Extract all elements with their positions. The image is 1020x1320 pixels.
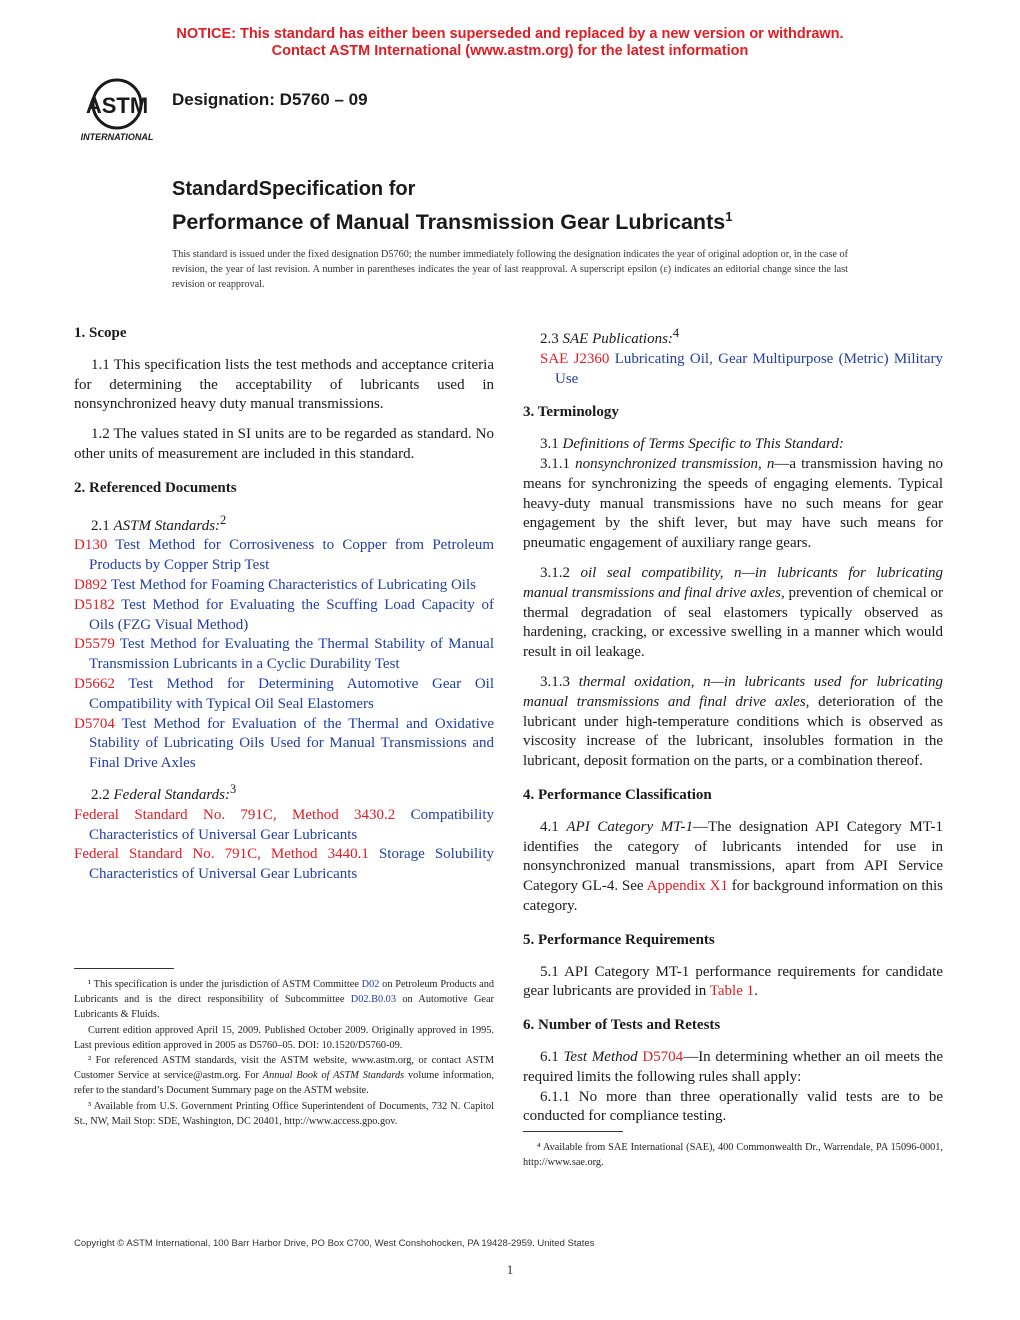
scope-paragraph-2: 1.2 The values stated in SI units are to be regarded as standard. No other units of measurement are included in this standard. — [74, 426, 494, 462]
ref-item-d5182[interactable]: D5182 Test Method for Evaluating the Scuffing Load Capacity of Oils (FZG Visual Method) — [74, 596, 494, 633]
ref-item-fed-3440[interactable]: Federal Standard No. 791C, Method 3440.1 Storage Solubility Characteristics of Universal Gear Lubricants — [74, 846, 494, 883]
section-heading-performance-classification: 4. Performance Classification — [523, 786, 712, 803]
logo-text: ASTM — [85, 93, 149, 118]
footnote-1-edition: Current edition approved April 15, 2009. Published October 2009. Originally approved in 1995. Last previous edition approved in 2005 as D5760–05. DOI: 10.1520/D5760-09. — [74, 1024, 494, 1051]
footnote-1: ¹ This specification is under the jurisdiction of ASTM Committee D02 on Petroleum Products and Lubricants and is the direct responsibility of Subcommittee D02.B0.03 on Automotive Gear Lubricants & Fluids. — [74, 979, 495, 1021]
terminology-3-1-3: 3.1.3 thermal oxidation, n—in lubricants used for lubricating manual transmissions and final drive axles, deterioration of the lubricant under high-temperature conditions which is observed as viscosity increase of the lubricant, insolubles formation in the lubricant, deposit formation on the parts, or a combination thereof. — [523, 673, 943, 770]
ref-code: D892 — [74, 576, 108, 593]
ref-item-d892[interactable]: D892 Test Method for Foaming Characteristics of Lubricating Oils — [74, 576, 476, 593]
ref-item-sae-j2360[interactable]: SAE J2360 Lubricating Oil, Gear Multipurpose (Metric) Military Use — [540, 350, 943, 387]
terminology-3-1: 3.1 Definitions of Terms Specific to This Standard: — [540, 436, 844, 453]
ref-item-d5579[interactable]: D5579 Test Method for Evaluating the Thermal Stability of Manual Transmission Lubricants in a Cyclic Durability Test — [74, 636, 494, 673]
footnote-3: ³ Available from U.S. Government Printing Office Superintendent of Documents, 732 N. Capitol St., NW, Mail Stop: SDE, Washington, DC 20401, http://www.access.gpo.gov. — [74, 1100, 494, 1127]
sae-publications-label: 2.3 SAE Publications:$^4$ — [540, 326, 680, 347]
left-column — [74, 324, 494, 885]
document-title — [172, 176, 732, 236]
ref-item-fed-3430[interactable]: Federal Standard No. 791C, Method 3430.2 Compatibility Characteristics of Universal Gear Lubricants — [74, 806, 494, 843]
ref-code: SAE J2360 — [540, 350, 610, 367]
section-heading-scope: 1. Scope — [74, 325, 127, 341]
footnotes-left — [74, 977, 494, 1129]
requirements-5-1: 5.1 API Category MT-1 performance requirements for candidate gear lubricants are provided in Table 1. — [523, 963, 943, 1000]
footnote-rule-left — [74, 968, 174, 969]
copyright: Copyright © ASTM International, 100 Barr Harbor Drive, PO Box C700, West Conshohocken, PA 19428-2959. United States — [74, 1238, 595, 1249]
footnote-link-d02b003[interactable]: D02.B0.03 — [350, 994, 396, 1006]
notice-banner — [0, 26, 1020, 60]
terminology-3-1-1: 3.1.1 nonsynchronized transmission, n—a transmission having no means for synchronizing the speeds of engaging elements. Typical heavy-duty manual transmissions have no such means for gear engagement by the shift lever, but may have such means for pneumatic engagement of auxiliary range gears. — [523, 455, 943, 552]
terminology-3-1-2: 3.1.2 oil seal compatibility, n—in lubricants for lubricating manual transmissions and final drive axles, prevention of chemical or thermal degradation of seal elastomers typically observed as hardening, cracking, or excessive swelling in a manner which would result in oil leakage. — [523, 564, 944, 661]
ref-item-d130[interactable]: D130 Test Method for Corrosiveness to Copper from Petroleum Products by Copper Strip Test — [74, 537, 494, 574]
astm-standards-label: 2.1 ASTM Standards:$^2$ — [91, 512, 227, 534]
footnote-2: ² For referenced ASTM standards, visit the ASTM website, www.astm.org, or contact ASTM Customer Service at service@astm.org. For Annual Book of ASTM Standards volume information, refer to the standard’s Document Summary page on the ASTM website. — [74, 1055, 494, 1097]
logo-subtext: INTERNATIONAL — [80, 132, 154, 142]
ref-item-d5662[interactable]: D5662 Test Method for Determining Automotive Gear Oil Compatibility with Typical Oil Seal Elastomers — [74, 675, 494, 712]
page-number: 1 — [506, 1262, 514, 1277]
retests-6-1-1: 6.1.1 No more than three operationally valid tests are to be conducted for compliance testing. — [523, 1088, 943, 1125]
title-line-1: StandardSpecification for — [172, 178, 416, 200]
retests-6-1: 6.1 Test Method D5704—In determining whether an oil meets the required limits the following rules shall apply: — [523, 1048, 944, 1085]
ref-code: Federal Standard No. 791C, Method 3440.1 — [74, 846, 369, 863]
notice-line-1: NOTICE: This standard has either been superseded and replaced by a new version or withdrawn. — [176, 26, 844, 42]
d5704-link[interactable]: D5704 — [642, 1048, 684, 1065]
notice-line-2: Contact ASTM International (www.astm.org) for the latest information — [271, 43, 749, 59]
designation: Designation: D5760 – 09 — [172, 90, 368, 109]
footnote-4: ⁴ Available from SAE International (SAE), 400 Commonwealth Dr., Warrendale, PA 15096-0001, http://www.sae.org. — [523, 1142, 943, 1169]
astm-logo-icon — [72, 74, 162, 144]
title-line-2: Performance of Manual Transmission Gear Lubricants$^1$ — [172, 209, 733, 235]
issuance-statement: This standard is issued under the fixed designation D5760; the number immediately following the designation indicates the year of original adoption or, in the case of revision, the year of last revision. A number in parentheses indicates the year of last reapproval. A superscript epsilon (ε) indicates an editorial change since the last revision or reapproval. — [172, 249, 848, 290]
classification-4-1: 4.1 API Category MT-1—The designation API Category MT-1 identifies the category of lubricants intended for use in nonsynchronized manual transmissions, apart from API Service Category GL-4. See Appendix X1 for background information on this category. — [523, 818, 943, 914]
title-footnote-ref[interactable]: 1 — [725, 209, 733, 224]
section-heading-terminology: 3. Terminology — [523, 404, 619, 421]
federal-standards-label: 2.2 Federal Standards:$^3$ — [91, 781, 237, 803]
scope-paragraph-1: 1.1 This specification lists the test methods and acceptance criteria for determining the acceptability of lubricants used in nonsynchronized heavy duty manual transmissions. — [74, 356, 494, 413]
ref-item-d5704[interactable]: D5704 Test Method for Evaluation of the Thermal and Oxidative Stability of Lubricating Oils Used for Manual Transmissions and Final Drive Axles — [74, 715, 494, 772]
right-column — [523, 324, 943, 1127]
footnote-link-d02[interactable]: D02 — [361, 979, 380, 990]
ref-code: D5579 — [74, 636, 115, 653]
footnote-rule-right — [523, 1131, 623, 1132]
table-1-link[interactable]: Table 1 — [709, 983, 755, 1000]
section-heading-referenced-documents: 2. Referenced Documents — [74, 479, 237, 496]
ref-code: D5704 — [74, 715, 115, 732]
section-heading-performance-requirements: 5. Performance Requirements — [523, 931, 715, 948]
footnotes-right — [523, 1140, 943, 1170]
appendix-x1-link[interactable]: Appendix X1 — [646, 878, 728, 895]
section-heading-tests-retests: 6. Number of Tests and Retests — [523, 1017, 721, 1034]
ref-code: D5662 — [74, 675, 115, 692]
ref-code: D5182 — [74, 596, 115, 613]
ref-code: Federal Standard No. 791C, Method 3430.2 — [74, 806, 396, 823]
ref-code: D130 — [74, 537, 108, 554]
